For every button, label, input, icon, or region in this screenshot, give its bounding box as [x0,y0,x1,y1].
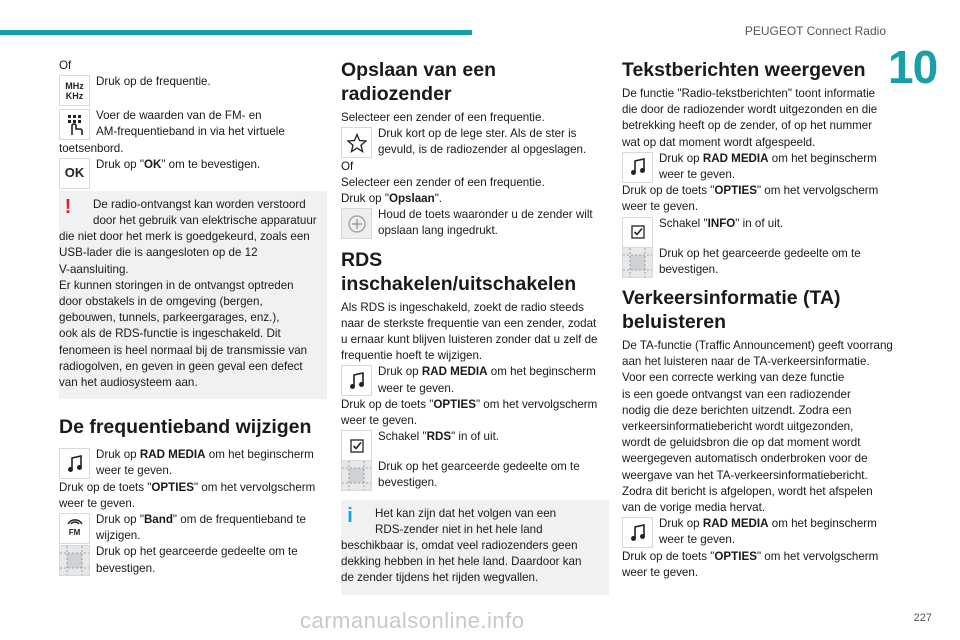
header-accent-bar [0,30,472,35]
shaded-area-icon [341,460,372,491]
info-box: i Het kan zijn dat het volgen van een RDS-zender niet in het hele land beschikbaar is, omdat veel radiozenders geen dekking hebben in het hele land. Daardoor kan de zender tijdens het rijden wegvallen. [341,500,609,595]
step-row: MHz KHz Druk op de frequentie. [59,74,325,104]
step-row: Druk op het gearceerde gedeelte om te bevestigen. [341,459,607,491]
ok-icon: OK [59,158,90,189]
step-row: Druk op RAD MEDIA om het beginscherm weer te geven. [341,364,607,396]
music-note-icon [341,365,372,396]
checkbox-icon [622,217,653,248]
star-icon [341,127,372,158]
music-note-icon [59,448,90,479]
step-row: Voer de waarden van de FM- en AM-frequentieband in via het virtuele [59,108,325,140]
info-icon: i [347,504,353,527]
chapter-number: 10 [888,41,938,93]
watermark: carmanualsonline.info [300,608,525,633]
music-note-icon [622,152,653,183]
step-row: OK Druk op "OK" om te bevestigen. [59,157,325,187]
step-row: Houd de toets waaronder u de zender wilt opslaan lang ingedrukt. [341,207,607,239]
section-heading: De frequentieband wijzigen [59,416,312,439]
checkbox-icon [341,430,372,461]
step-row: Druk op RAD MEDIA om het beginscherm weer te geven. [59,447,325,479]
section-heading: Verkeersinformatie (TA) beluisteren [622,287,841,334]
header-title: PEUGEOT Connect Radio [744,24,886,38]
shaded-area-icon [622,247,653,278]
column-1: Of MHz KHz Druk op de frequentie. Voer de waarden van de FM- en AM-frequentieband in via het virtuele toetsenbord. OK Druk op "OK" om te bevestigen. ! De radio-ontvangst kan worden verstoord door het gebruik van elektrische apparatuur die niet door het merk is goedgekeurd, zoals een USB-lader die is aangesloten op de 12 V-aansluiting. Er kunnen storingen in de ontvangst optreden door obstakels in de omgeving (bergen, gebouwen, tunnels, parkeergarages, enz.), ook als de RDS-functie is ingeschakeld. Dit fenomeen is heel normaal bij de transmissie van radiogolven, en geven in geen geval een defect van het audiosysteem aan. De frequentieband wijzigen Druk op RAD MEDIA om het beginscherm weer te geven. Druk op de toets "OPTIES" om het vervolgscherm weer te geven. FM Druk op "Band" om de frequentieband te wijzigen. Druk op het gearceerde gedeelte om te bevestigen. [59,58,325,577]
step-row: Schakel "RDS" in of uit. [341,429,607,459]
text-line: Of [59,59,72,72]
section-heading: Opslaan van een radiozender [341,59,496,105]
fm-signal-icon: FM [59,513,90,544]
step-row: Druk kort op de lege ster. Als de ster is gevuld, is de radiozender al opgeslagen. [341,126,607,158]
column-2: Opslaan van een radiozender Selecteer een zender of een frequentie. Druk kort op de lege ster. Als de ster is gevuld, is de radiozender al opgeslagen. Of Selecteer een zender of een frequentie. Druk op "Opslaan". Houd de toets waaronder u de zender wilt opslaan lang ingedrukt. RDS inschakelen/uitschakelen Als RDS is ingeschakeld, zoekt de radio steeds naar de sterkste frequentie van een zender, zodat u ernaar kunt blijven luisteren zonder dat u zelf de frequentie hoeft te wijzigen. Druk op RAD MEDIA om het beginscherm weer te geven. Druk op de toets "OPTIES" om het vervolgscherm weer te geven. Schakel "RDS" in of uit. Druk op het gearceerde gedeelte om te bevestigen. i Het kan zijn dat het volgen van een RDS-zender niet in het hele land beschikbaar is, omdat veel radiozenders geen dekking hebben in het hele land. Daardoor kan de zender tijdens het rijden wegvallen. [341,58,607,595]
column-3: Tekstberichten weergeven De functie "Radio-tekstberichten" toont informatie die door de radiozender wordt uitgezonden en die betrekking heeft op de zender, of op het nummer wat op dat moment wordt afgespeeld. Druk op RAD MEDIA om het beginscherm weer te geven. Druk op de toets "OPTIES" om het vervolgscherm weer te geven. Schakel "INFO" in of uit. Druk op het gearceerde gedeelte om te bevestigen. Verkeersinformatie (TA) beluisteren De TA-functie (Traffic Announcement) geeft voorrang aan het luisteren naar de TA-verkeersinformatie. Voor een correcte werking van deze functie is een goede ontvangst van een radiozender nodig die deze berichten uitzendt. Zodra een verkeersinformatiebericht wordt uitgezonden, wordt de geluidsbron die op dat moment wordt weergegeven automatisch onderbroken voor de weergave van het TA-verkeersinformatiebericht. Zodra dit bericht is afgelopen, wordt het afspelen van de vorige media hervat. Druk op RAD MEDIA om het beginscherm weer te geven. Druk op de toets "OPTIES" om het vervolgscherm weer te geven. [622,59,893,579]
warning-box: ! De radio-ontvangst kan worden verstoord door het gebruik van elektrische apparatuur die niet door het merk is goedgekeurd, zoals een USB-lader die is aangesloten op de 12 V-aansluiting. Er kunnen storingen in de ontvangst optreden door obstakels in de omgeving (bergen, gebouwen, tunnels, parkeergarages, enz.), ook als de RDS-functie is ingeschakeld. Dit fenomeen is heel normaal bij de transmissie van radiogolven, en geven in geen geval een defect van het audiosysteem aan. [59,191,327,399]
step-row: Druk op RAD MEDIA om het beginscherm weer te geven. [622,151,888,183]
shaded-area-icon [59,545,90,576]
section-heading: Tekstberichten weergeven [622,59,866,81]
section-heading: RDS inschakelen/uitschakelen [341,248,577,295]
step-row: Druk op RAD MEDIA om het beginscherm weer te geven. [622,516,888,548]
step-row: Schakel "INFO" in of uit. [622,216,888,246]
step-row: Druk op het gearceerde gedeelte om te bevestigen. [59,544,325,576]
add-preset-icon [341,208,372,239]
step-row: FM Druk op "Band" om de frequentieband te wijzigen. [59,512,325,544]
page-number: 227 [913,612,932,624]
keypad-hand-icon [59,109,90,140]
music-note-icon [622,517,653,548]
warning-icon: ! [64,195,72,218]
mhz-khz-icon: MHz KHz [59,75,90,106]
step-row: Druk op het gearceerde gedeelte om te bevestigen. [622,246,888,278]
